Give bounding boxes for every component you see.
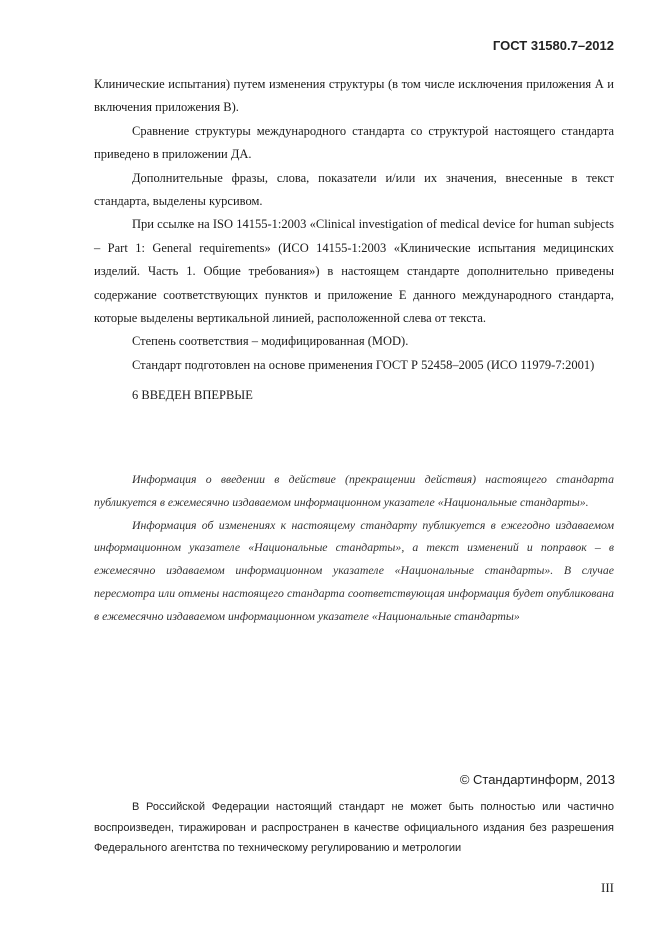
body-paragraph-continuation: Клинические испытания) путем изменения структуры (в том числе исключения приложения А и включения приложения В). — [94, 77, 614, 115]
publication-info-block — [94, 468, 614, 628]
body-paragraph-iso-reference: При ссылке на ISO 14155-1:2003 «Clinical investigation of medical device for human subjects – Part 1: General requirements» (ИСО 14155-1:2003 «Клинические испытания медицинских изделий. Часть 1. Общие требования») в настоящем стандарте дополнительно приведены содержание соответствующих пунктов и приложение Е данного международного стандарта, которые выделены вертикальной линией, расположенной слева от текста. — [94, 217, 614, 326]
body-paragraph-conformity: Степень соответствия – модифицированная (MOD). — [132, 334, 409, 349]
section-heading: 6 ВВЕДЕН ВПЕРВЫЕ — [132, 388, 253, 403]
standard-id-header: ГОСТ 31580.7–2012 — [492, 38, 614, 53]
copyright-notice — [94, 797, 614, 859]
body-paragraph-italic-note: Дополнительные фразы, слова, показатели и/или их значения, внесенные в текст стандарта, выделены курсивом. — [94, 170, 614, 209]
copyright-notice-text: В Российской Федерации настоящий стандарт не может быть полностью или частично воспроизведен, тиражирован и распространен в качестве официального издания без разрешения Федерального агентства по техническому регулированию и метрологии — [94, 801, 614, 854]
info-paragraph-introduction: Информация о введении в действие (прекращении действия) настоящего стандарта публикуется в ежемесячно издаваемом информационном указателе «Национальные стандарты». — [94, 472, 614, 509]
info-paragraph-changes: Информация об изменениях к настоящему стандарту публикуется в ежегодно издаваемом информационном указателе «Национальные стандарты», а текст изменений и поправок – в ежемесячно издаваемом информационном указателе «Национальные стандарты». В случае пересмотра или отмены настоящего стандарта соответствующая информация будет опубликована в ежемесячно издаваемом информационном указателе «Национальные стандарты» — [94, 517, 614, 623]
copyright-line: © Стандартинформ, 2013 — [459, 772, 615, 787]
body-text — [94, 73, 614, 408]
body-paragraph-basis: Стандарт подготовлен на основе применения ГОСТ Р 52458–2005 (ИСО 11979-7:2001) — [132, 357, 595, 372]
page-number: III — [601, 880, 614, 895]
body-paragraph-structure-comparison: Сравнение структуры международного стандарта со структурой настоящего стандарта приведено в приложении ДА. — [94, 123, 614, 162]
